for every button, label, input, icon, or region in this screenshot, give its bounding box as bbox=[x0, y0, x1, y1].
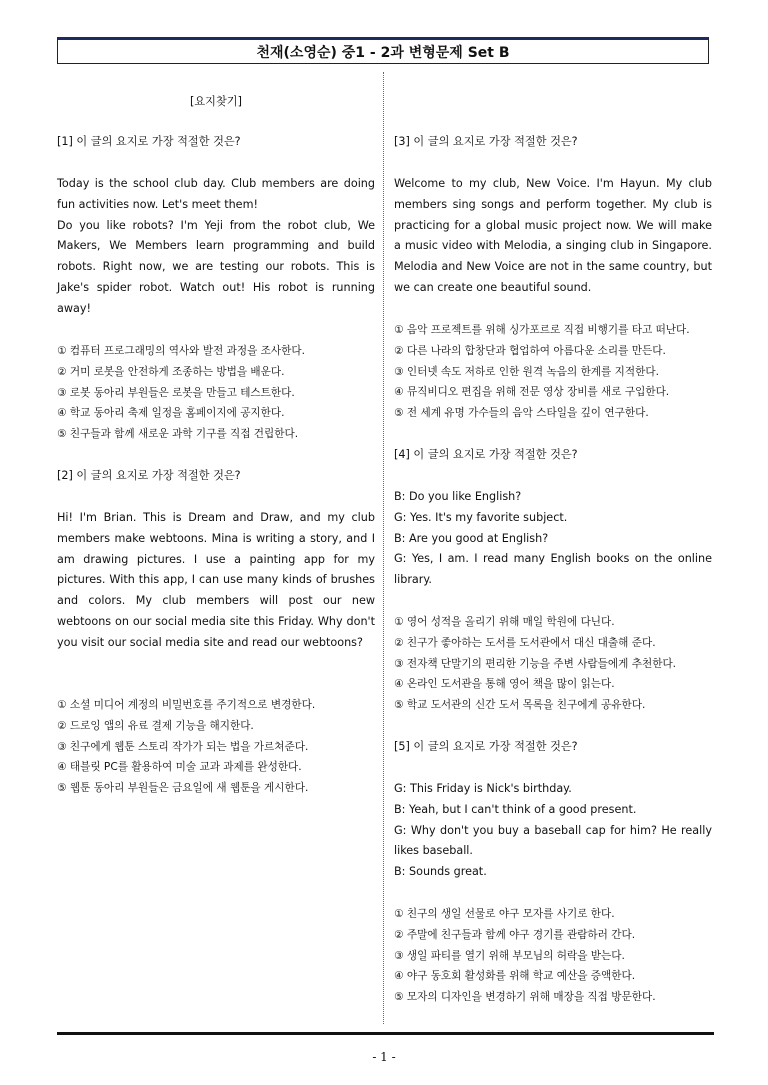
passage-paragraph: Do you like robots? I'm Yeji from the robot club, We Makers, We Members learn programming and build robots. Right now, we are testing our robots. This is Jake's spider robot. Watch out! His robot is running away! bbox=[57, 218, 375, 315]
choice-5[interactable]: ⑤ 웹툰 동아리 부원들은 금요일에 새 웹툰을 게시한다. bbox=[57, 782, 309, 795]
dialogue-line: B: Yeah, but I can't think of a good present. bbox=[394, 802, 637, 816]
question-5-passage bbox=[394, 779, 712, 883]
choice-5[interactable]: ⑤ 학교 도서관의 신간 도서 목록을 친구에게 공유한다. bbox=[394, 699, 646, 712]
question-2-choices bbox=[57, 695, 375, 799]
question-5 bbox=[394, 737, 712, 758]
dialogue-line: B: Do you like English? bbox=[394, 490, 522, 503]
question-3-passage bbox=[394, 174, 712, 299]
choice-3[interactable]: ③ 친구에게 웹툰 스토리 작가가 되는 법을 가르쳐준다. bbox=[57, 740, 309, 753]
choice-2[interactable]: ② 주말에 친구들과 함께 야구 경기를 관람하러 간다. bbox=[394, 928, 636, 941]
choice-5[interactable]: ⑤ 전 세계 유명 가수들의 음악 스타일을 깊이 연구한다. bbox=[394, 407, 649, 420]
question-4 bbox=[394, 445, 712, 466]
choice-4[interactable]: ④ 뮤직비디오 편집을 위해 전문 영상 장비를 새로 구입한다. bbox=[394, 386, 670, 399]
choice-3[interactable]: ③ 전자책 단말기의 편리한 기능을 주변 사람들에게 추천한다. bbox=[394, 657, 677, 670]
column-divider bbox=[383, 72, 384, 1024]
question-3-prompt: [3] 이 글의 요지로 가장 적절한 것은? bbox=[394, 135, 578, 148]
choice-2[interactable]: ② 다른 나라의 합창단과 협업하여 아름다운 소리를 만든다. bbox=[394, 344, 666, 357]
dialogue-line: B: Are you good at English? bbox=[394, 531, 549, 545]
question-4-choices bbox=[394, 612, 712, 716]
question-3-choices bbox=[394, 320, 712, 424]
choice-5[interactable]: ⑤ 친구들과 함께 새로운 과학 기구를 직접 건립한다. bbox=[57, 428, 299, 441]
choice-1[interactable]: ① 친구의 생일 선물로 야구 모자를 사기로 한다. bbox=[394, 908, 615, 920]
question-3 bbox=[394, 132, 712, 153]
page-number: - 1 - bbox=[372, 1050, 396, 1064]
question-2-prompt: [2] 이 글의 요지로 가장 적절한 것은? bbox=[57, 469, 241, 482]
question-4-passage bbox=[394, 487, 712, 591]
question-1-prompt: [1] 이 글의 요지로 가장 적절한 것은? bbox=[57, 135, 241, 148]
footer-rule bbox=[57, 1032, 714, 1035]
question-5-prompt: [5] 이 글의 요지로 가장 적절한 것은? bbox=[394, 740, 578, 753]
choice-1[interactable]: ① 소셜 미디어 계정의 비밀번호를 주기적으로 변경한다. bbox=[57, 699, 316, 711]
question-1-passage bbox=[57, 174, 375, 320]
choice-3[interactable]: ③ 생일 파티를 열기 위해 부모님의 허락을 받는다. bbox=[394, 949, 625, 962]
page-title: 천재(소영순) 중1 - 2과 변형문제 Set B bbox=[57, 37, 709, 64]
dialogue-line: G: This Friday is Nick's birthday. bbox=[394, 782, 572, 795]
question-2-passage bbox=[57, 508, 375, 654]
passage-paragraph: Welcome to my club, New Voice. I'm Hayun. My club members sing songs and perform together. My club is practicing for a global music project now. We will make a music video with Melodia, a singing club in Singapore. Melodia and New Voice are not in the same country, but we can create one beautiful sound. bbox=[394, 177, 712, 294]
question-4-prompt: [4] 이 글의 요지로 가장 적절한 것은? bbox=[394, 448, 578, 461]
choice-4[interactable]: ④ 야구 동호회 활성화를 위해 학교 예산을 증액한다. bbox=[394, 970, 636, 983]
choice-1[interactable]: ① 컴퓨터 프로그래밍의 역사와 발전 과정을 조사한다. bbox=[57, 345, 305, 357]
choice-1[interactable]: ① 영어 성적을 올리기 위해 매일 학원에 다닌다. bbox=[394, 616, 615, 628]
question-5-choices bbox=[394, 904, 712, 1008]
passage-paragraph: Today is the school club day. Club members are doing fun activities now. Let's meet them! bbox=[57, 177, 375, 211]
passage-paragraph: Hi! I'm Brian. This is Dream and Draw, and my club members make webtoons. Mina is writing a story, and I am drawing pictures. I use a painting app for my pictures. With this app, I can use many kinds of brushes and colors. My club members will post our new webtoons on our social media site this Friday. Why don't you visit our social media site and read our webtoons? bbox=[57, 511, 375, 649]
section-label: [요지찾기] bbox=[190, 95, 242, 108]
dialogue-line: B: Sounds great. bbox=[394, 865, 487, 879]
question-2 bbox=[57, 466, 375, 487]
choice-4[interactable]: ④ 태블릿 PC를 활용하여 미술 교과 과제를 완성한다. bbox=[57, 761, 302, 774]
question-1-choices bbox=[57, 341, 375, 445]
choice-3[interactable]: ③ 인터넷 속도 저하로 인한 원격 녹음의 한계를 지적한다. bbox=[394, 365, 659, 378]
choice-3[interactable]: ③ 로봇 동아리 부원들은 로봇을 만들고 테스트한다. bbox=[57, 386, 295, 399]
dialogue-line: G: Yes, I am. I read many English books on the online library. bbox=[394, 552, 712, 587]
choice-5[interactable]: ⑤ 모자의 디자인을 변경하기 위해 매장을 직접 방문한다. bbox=[394, 991, 656, 1004]
question-1 bbox=[57, 132, 375, 153]
dialogue-line: G: Yes. It's my favorite subject. bbox=[394, 510, 568, 524]
choice-2[interactable]: ② 거미 로봇을 안전하게 조종하는 방법을 배운다. bbox=[57, 365, 285, 378]
choice-4[interactable]: ④ 학교 동아리 축제 일정을 홈페이지에 공지한다. bbox=[57, 407, 285, 420]
choice-1[interactable]: ① 음악 프로젝트를 위해 싱가포르로 직접 비행기를 타고 떠난다. bbox=[394, 324, 690, 336]
choice-2[interactable]: ② 친구가 좋아하는 도서를 도서관에서 대신 대출해 준다. bbox=[394, 636, 656, 649]
choice-2[interactable]: ② 드로잉 앱의 유료 결제 기능을 해지한다. bbox=[57, 719, 254, 732]
choice-4[interactable]: ④ 온라인 도서관을 통해 영어 책을 많이 읽는다. bbox=[394, 678, 615, 691]
dialogue-line: G: Why don't you buy a baseball cap for him? He really likes baseball. bbox=[394, 823, 712, 858]
section-label-wrap bbox=[57, 92, 375, 113]
